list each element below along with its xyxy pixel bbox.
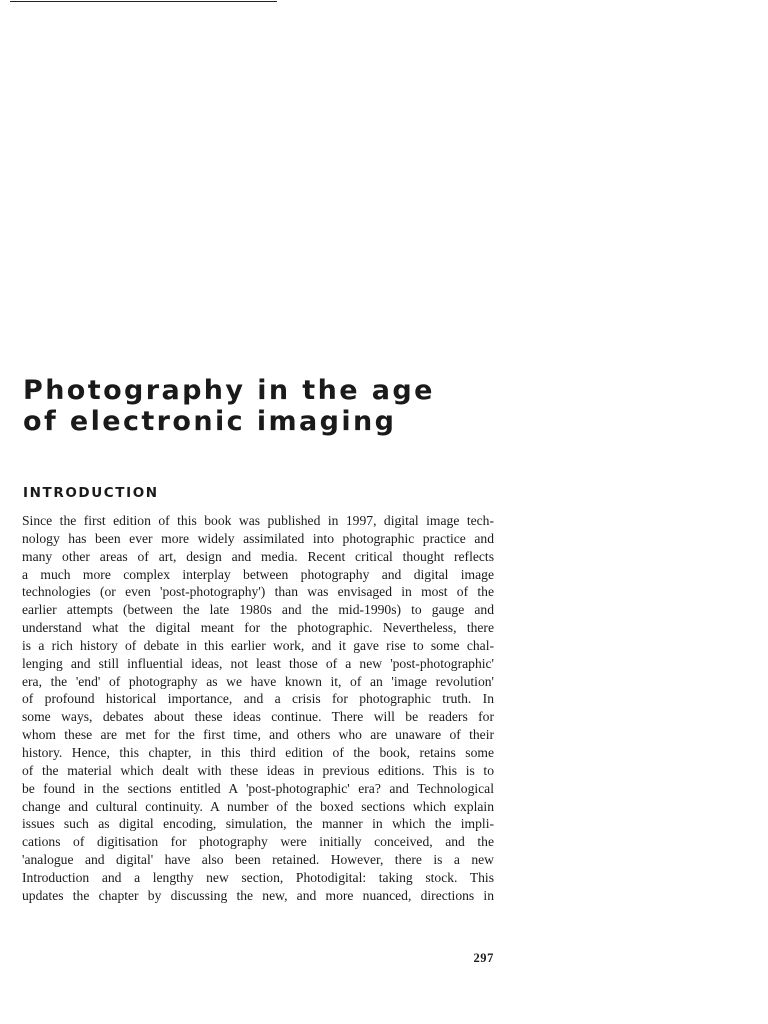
body-line: earlier attempts (between the late 1980s and the mid-1990s) to gauge and bbox=[22, 602, 494, 618]
body-line: Since the first edition of this book was published in 1997, digital image tech- bbox=[22, 513, 494, 528]
body-line: Introduction and a lengthy new section, Photodigital: taking stock. This bbox=[22, 869, 494, 885]
body-line: updates the chapter by discussing the new, and more nuanced, directions in bbox=[22, 887, 494, 903]
body-line: nology has been ever more widely assimilated into photographic practice and bbox=[22, 530, 494, 546]
page-number: 297 bbox=[473, 951, 494, 965]
section-heading: INTRODUCTION bbox=[23, 485, 159, 501]
body-line: lenging and still influential ideas, not least those of a new 'post-photographic' bbox=[22, 655, 494, 671]
header-rule bbox=[10, 1, 277, 2]
body-line: change and cultural continuity. A number of the boxed sections which explain bbox=[22, 798, 494, 814]
body-line: understand what the digital meant for the photographic. Nevertheless, there bbox=[22, 620, 494, 636]
body-line: era, the 'end' of photography as we have known it, of an 'image revolution' bbox=[22, 673, 494, 689]
body-line: history. Hence, this chapter, in this third edition of the book, retains some bbox=[22, 744, 494, 760]
chapter-title-line: of electronic imaging bbox=[23, 406, 397, 437]
body-line: some ways, debates about these ideas continue. There will be readers for bbox=[22, 709, 494, 725]
body-line: cations of digitisation for photography were initially conceived, and the bbox=[22, 834, 494, 850]
chapter-title-line: Photography in the age bbox=[23, 375, 435, 406]
body-line: whom these are met for the first time, and others who are unaware of their bbox=[22, 727, 494, 743]
body-line: 'analogue and digital' have also been retained. However, there is a new bbox=[22, 852, 494, 868]
chapter-title bbox=[23, 375, 543, 437]
body-line: is a rich history of debate in this earlier work, and it gave rise to some chal- bbox=[22, 637, 494, 653]
body-line: of profound historical importance, and a crisis for photographic truth. In bbox=[22, 691, 494, 707]
body-line: be found in the sections entitled A 'post-photographic' era? and Technological bbox=[22, 780, 494, 796]
body-line: technologies (or even 'post-photography') than was envisaged in most of the bbox=[22, 584, 494, 600]
body-paragraph bbox=[22, 512, 494, 905]
body-line: of the material which dealt with these ideas in previous editions. This is to bbox=[22, 762, 494, 778]
body-line: many other areas of art, design and media. Recent critical thought reflects bbox=[22, 548, 494, 564]
body-line: a much more complex interplay between photography and digital image bbox=[22, 566, 494, 582]
body-line: issues such as digital encoding, simulation, the manner in which the impli- bbox=[22, 816, 494, 832]
